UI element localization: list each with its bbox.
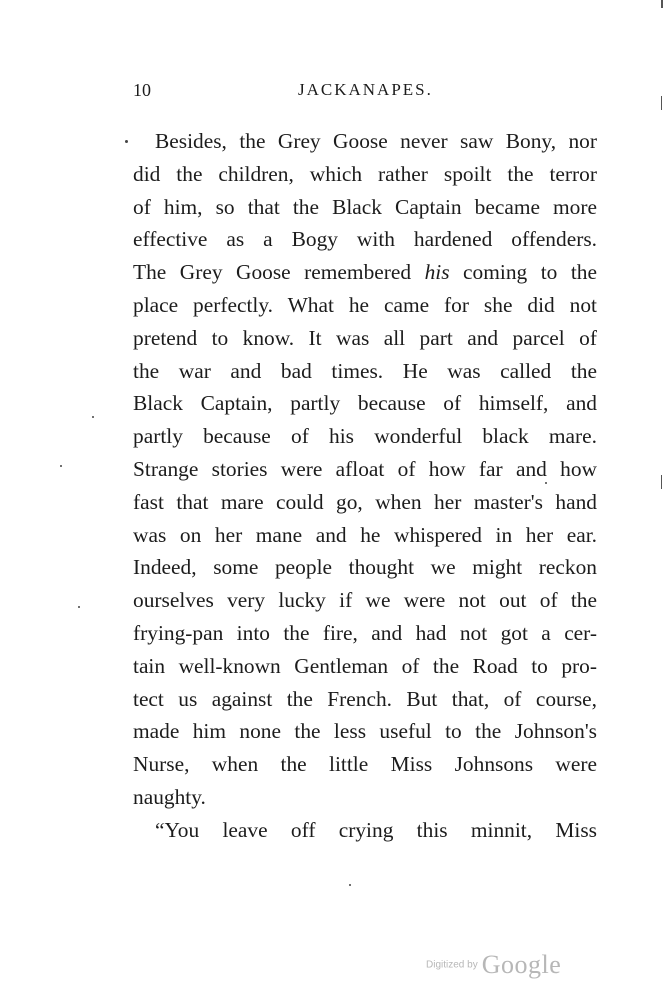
- running-title: JACKANAPES.: [298, 80, 433, 99]
- scan-edge-mark: [661, 475, 662, 489]
- scan-speck: [92, 416, 94, 418]
- text-line: frying-pan into the fire, and had not got a cer-: [133, 620, 597, 645]
- text-line: ourselves very lucky if we were not out of the: [133, 588, 597, 613]
- text-line: naughty.: [133, 784, 206, 809]
- scan-edge-mark: [661, 96, 662, 110]
- text-line: Black Captain, partly because of himself, and: [133, 391, 597, 416]
- text-line: Besides, the Grey Goose never saw Bony, nor: [155, 129, 597, 153]
- scan-speck: [545, 482, 547, 484]
- text-line: partly because of his wonderful black mare.: [133, 424, 597, 449]
- text-line: “You leave off crying this minnit, Miss: [155, 817, 597, 842]
- text-line: effective as a Bogy with hardened offenders.: [133, 227, 597, 252]
- scan-speck: [60, 465, 62, 467]
- text-line: tect us against the French. But that, of course,: [133, 686, 597, 711]
- emphasis: his: [424, 260, 450, 285]
- running-head: [133, 80, 597, 104]
- text-line: pretend to know. It was all part and parcel of: [133, 325, 597, 350]
- digitized-label: Digitized by: [426, 959, 478, 971]
- text-line: Nurse, when the little Miss Johnsons were: [133, 752, 597, 777]
- text-line: place perfectly. What he came for she did not: [133, 292, 597, 317]
- text-line: made him none the less useful to the Johnson's: [133, 719, 597, 744]
- text-line: was on her mane and he whispered in her ear.: [133, 522, 597, 547]
- text-line: of him, so that the Black Captain became more: [133, 194, 597, 219]
- scan-edge-mark: [661, 0, 663, 8]
- body-text: [133, 125, 597, 847]
- scan-speck: [125, 140, 128, 143]
- text-line: did the children, which rather spoilt the terror: [133, 161, 597, 186]
- text-line: fast that mare could go, when her master's hand: [133, 489, 597, 514]
- text-line: the war and bad times. He was called the: [133, 358, 597, 383]
- page-number: 10: [133, 80, 151, 100]
- scan-speck: [78, 606, 80, 608]
- text-line: tain well-known Gentleman of the Road to pro-: [133, 653, 597, 678]
- text-line: Indeed, some people thought we might reckon: [133, 555, 597, 580]
- scan-speck: [349, 884, 351, 886]
- google-wordmark: Google: [481, 950, 562, 979]
- text-line: The Grey Goose remembered his coming to the: [133, 260, 597, 285]
- digitization-watermark: [426, 950, 561, 980]
- text-line: Strange stories were afloat of how far and how: [133, 456, 597, 481]
